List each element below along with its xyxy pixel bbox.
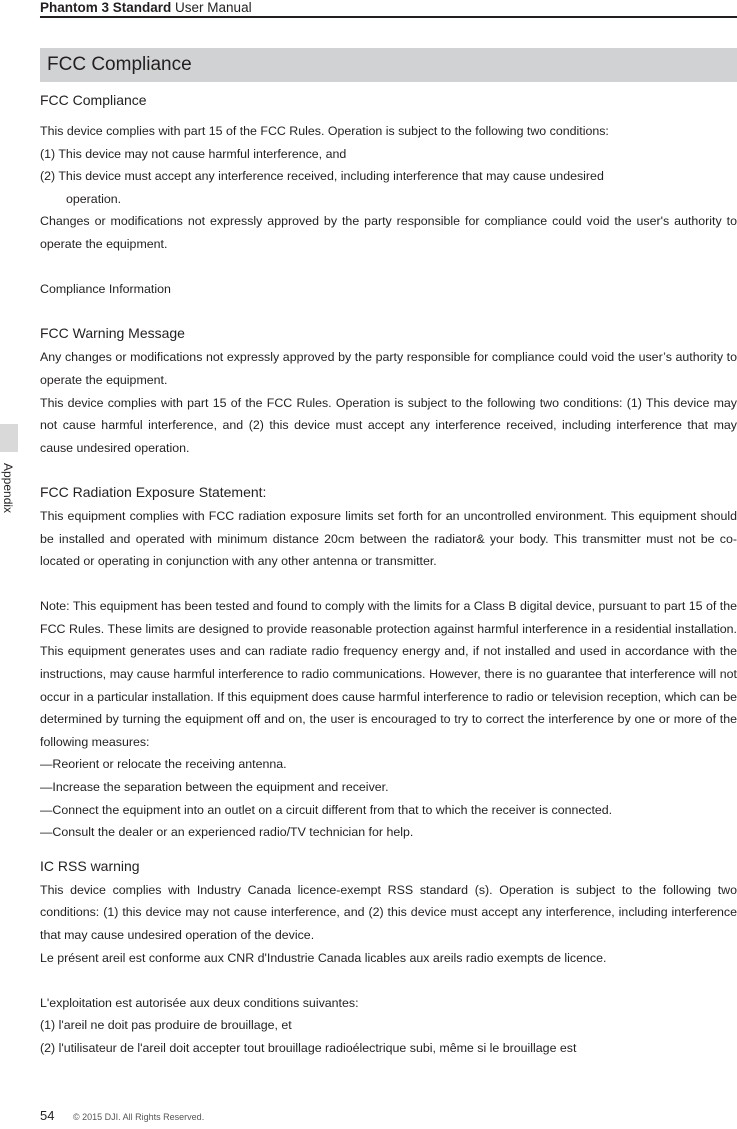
manual-title-product: Phantom 3 Standard [40,0,172,15]
measure-item: —Increase the separation between the equipment and receiver. [40,780,389,795]
radiation-heading: FCC Radiation Exposure Statement: [40,483,267,500]
ic-french-condition-2: (2) l'utilisateur de l'areil doit accepter tout brouillage radioélectrique subi, même si le brouillage est [40,1040,577,1055]
ic-rss-heading: IC RSS warning [40,857,140,874]
ic-rss-paragraph: This device complies with Industry Canada licence-exempt RSS standard (s). Operation is subject to the following two conditions: (1) this device may not cause interference, and (2) this device must accept any interference, including interference that may cause undesired operation of the device. [40,882,737,942]
ic-french-statement: Le présent areil est conforme aux CNR d'Industrie Canada licables aux areils radio exempts de licence. [40,950,607,965]
page-footer [40,1107,440,1127]
side-tab-marker [0,424,18,452]
manual-title-suffix: User Manual [175,0,252,15]
fcc-condition-1: (1) This device may not cause harmful interference, and [40,146,347,161]
fcc-changes-text: Changes or modifications not expressly approved by the party responsible for compliance could void the user's authority to operate the equipment. [40,214,737,251]
fcc-warning-heading: FCC Warning Message [40,325,185,342]
ic-french-conditions: L'exploitation est autorisée aux deux conditions suivantes: [40,995,359,1010]
measure-item: —Reorient or relocate the receiving antenna. [40,757,287,772]
note-paragraph: Note: This equipment has been tested and found to comply with the limits for a Class B digital device, pursuant to part 15 of the FCC Rules. These limits are designed to provide reasonable protection against harmful interference in a residential installation. This equipment generates uses and can radiate radio frequency energy and, if not installed and used in accordance with the instructions, may cause harmful interference to radio communications. However, there is no guarantee that interference will not occur in a particular installation. If this equipment does cause harmful interference to radio or television reception, which can be determined by turning the equipment off and on, the user is encouraged to try to correct the interference by one or more of the following measures: [40,599,737,749]
fcc-warning-paragraph-1: Any changes or modifications not expressly approved by the party responsible for compliance could void the user’s authority to operate the equipment. [40,350,737,387]
page-number: 54 [40,1108,55,1123]
fcc-intro-text: This device complies with part 15 of the FCC Rules. Operation is subject to the following two conditions: [40,124,609,138]
section-title-bar [40,48,737,82]
radiation-paragraph: This equipment complies with FCC radiation exposure limits set forth for an uncontrolled environment. This equipment should be installed and operated with minimum distance 20cm between the radiator& your body. This transmitter must not be co-located or operating in conjunction with any other antenna or transmitter. [40,508,737,569]
fcc-warning-paragraph-2: This device complies with part 15 of the FCC Rules. Operation is subject to the following two conditions: (1) This device may not cause harmful interference, and (2) this device must accept any interference received, including interference that may cause undesired operation. [40,395,737,455]
fcc-compliance-heading: FCC Compliance [40,92,147,108]
fcc-condition-2: (2) This device must accept any interference received, including interference that may cause undesired [40,169,604,184]
fcc-condition-2-cont: operation. [66,191,122,206]
side-section-label: Appendix [1,463,15,514]
copyright-notice: © 2015 DJI. All Rights Reserved. [73,1112,205,1122]
section-title: FCC Compliance [47,54,192,75]
document-body [40,90,737,1060]
ic-french-condition-1: (1) l'areil ne doit pas produire de brouillage, et [40,1018,292,1033]
measure-item: —Consult the dealer or an experienced radio/TV technician for help. [40,825,414,840]
page-header [40,0,737,18]
compliance-info-label: Compliance Information [40,282,171,297]
manual-title [40,0,252,16]
measure-item: —Connect the equipment into an outlet on a circuit different from that to which the receiver is connected. [40,802,613,817]
